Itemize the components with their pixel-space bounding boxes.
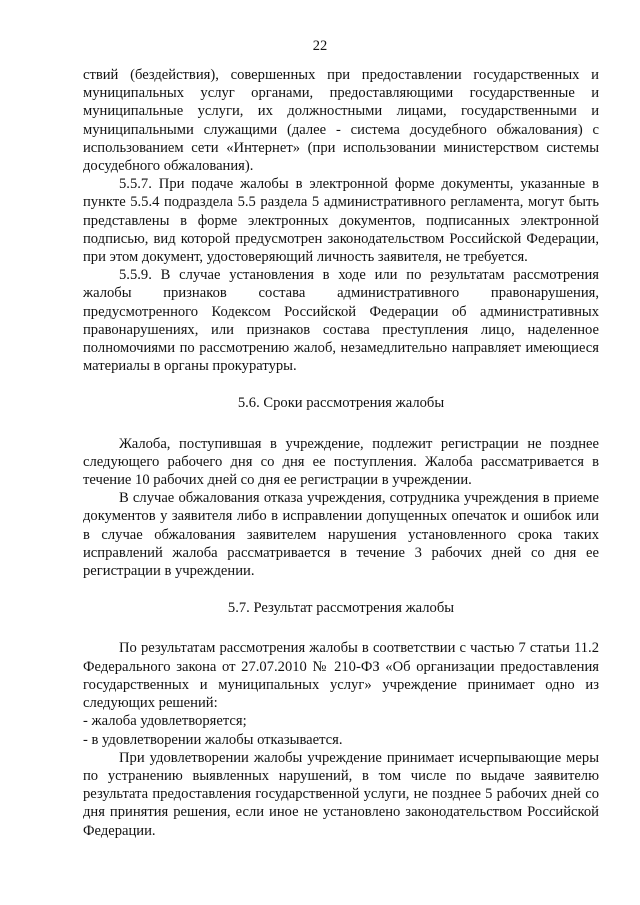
paragraph-intro-continuation: ствий (бездействия), совершенных при предоставлении государственных и муниципальных услуг органами, предоставляющими государственные и муниципальные услуги, их должностными лицами, государственными и муниципальными служащими (далее - система досудебного обжалования) с использованием сети «Интернет» (при использовании министерством системы досудебного обжалования). [83,67,599,175]
paragraph-5-6-refusal: В случае обжалования отказа учреждения, сотрудника учреждения в приеме документов у заявителя либо в исправлении допущенных опечаток и ошибок или в случае обжалования заявителем нарушения установленного срока таких исправлений жалоба рассматривается в течение 3 рабочих дней со дня ее регистрации в учреждении. [83,490,599,580]
page-number: 22 [312,38,328,54]
list-item-complaint-satisfied: - жалоба удовлетворяется; [83,713,247,730]
section-heading-5-7: 5.7. Результат рассмотрения жалобы [227,600,455,617]
document-body [83,66,599,840]
list-item-complaint-rejected: - в удовлетворении жалобы отказывается. [83,731,343,748]
paragraph-5-7-decisions: По результатам рассмотрения жалобы в соответствии с частью 7 статьи 11.2 Федерального закона от 27.07.2010 № 210-ФЗ «Об организации предоставления государственных и муниципальных услуг» учреждение принимает одно из следующих решений: [83,640,599,712]
paragraph-5-5-7: 5.5.7. При подаче жалобы в электронной форме документы, указанные в пункте 5.5.4 подраздела 5.5 раздела 5 административного регламента, могут быть представлены в форме электронных документов, подписанных электронной подписью, вид которой предусмотрен законодательством Российской Федерации, при этом документ, удостоверяющий личность заявителя, не требуется. [83,176,599,266]
section-heading-5-6: 5.6. Сроки рассмотрения жалобы [237,395,445,412]
paragraph-5-5-9: 5.5.9. В случае установления в ходе или по результатам рассмотрения жалобы признаков состава административного правонарушения, предусмотренного Кодексом Российской Федерации об административных правонарушениях, или признаков состава преступления лицо, наделенное полномочиями по рассмотрению жалоб, незамедлительно направляет имеющиеся материалы в органы прокуратуры. [83,267,599,375]
paragraph-5-7-measures: При удовлетворении жалобы учреждение принимает исчерпывающие меры по устранению выявленных нарушений, в том числе по выдаче заявителю результата предоставления государственной услуги, не позднее 5 рабочих дней со дня принятия решения, если иное не установлено законодательством Российской Федерации. [83,749,599,839]
paragraph-5-6-registration: Жалоба, поступившая в учреждение, подлежит регистрации не позднее следующего рабочего дня со дня ее поступления. Жалоба рассматривается в течение 10 рабочих дней со дня ее регистрации в учреждении. [83,435,599,489]
